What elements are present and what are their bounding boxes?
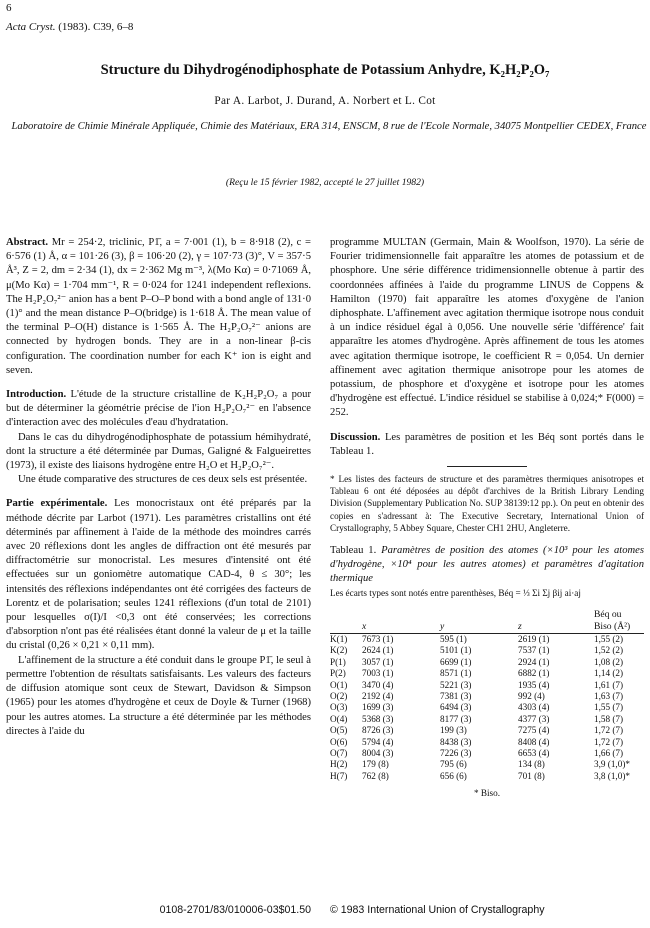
coord-y: 6699 (1) — [440, 656, 472, 667]
experimental-paragraph — [6, 497, 311, 653]
coord-x: 762 (8) — [362, 770, 389, 781]
coord-y: 5101 (1) — [440, 645, 472, 656]
table-note: Les écarts types sont notés entre parenthèses, Béq = ⅓ Σi Σj βij ai·aj — [330, 587, 581, 598]
atom-label: O(1) — [330, 679, 348, 690]
coord-z: 6653 (4) — [518, 747, 550, 758]
table-row — [330, 668, 644, 679]
thermal-param: 1,55 (7) — [594, 702, 624, 713]
table-footnote: * Biso. — [473, 788, 501, 799]
footnote: * Les listes des facteurs de structure et des paramètres thermiques anisotropes et Tableau 6 ont été déposées au dépôt d'archives de la British Library Lending Division (Supplementary Publication No. SUP 38139:12 pp.). On peut en obtenir des copies en s'adressant à: The Executive Secretary, International Union of Crystallography, 5 Abbey Square, Chester CH1 2HU, Angleterre. — [330, 474, 644, 533]
discussion-text: Les paramètres de position et les Béq sont portés dans le Tableau 1. — [330, 431, 644, 457]
table-row — [330, 657, 644, 668]
journal-name: Acta Cryst. — [6, 21, 56, 33]
discussion-paragraph — [330, 431, 644, 459]
table-label: Tableau 1. — [330, 545, 377, 557]
discussion-heading: Discussion. — [330, 431, 381, 443]
coord-z: 134 (8) — [518, 759, 545, 770]
table-row — [330, 748, 644, 759]
coord-z: 7537 (1) — [518, 645, 550, 656]
copyright-notice: © 1983 International Union of Crystallography — [330, 904, 545, 916]
coord-y: 199 (3) — [440, 725, 467, 736]
thermal-param: 1,61 (7) — [594, 679, 624, 690]
thermal-param: 1,55 (2) — [594, 633, 624, 644]
coord-x: 2624 (1) — [362, 645, 394, 656]
atom-label: P(2) — [330, 668, 346, 679]
atom-label: K(2) — [330, 645, 348, 656]
column-header-y: y — [440, 620, 445, 632]
coord-x: 2192 (4) — [362, 690, 394, 701]
atom-label: O(3) — [330, 702, 348, 713]
table-caption — [330, 544, 644, 587]
coord-y: 7381 (3) — [440, 690, 472, 701]
coord-z: 2619 (1) — [518, 633, 550, 644]
abstract-text: Mr = 254·2, triclinic, P1̄, a = 7·001 (1), b = 8·918 (2), c = 6·576 (1) Å, α = 101·26 (3), β = 106·20 (2), γ = 107·73 (3)°, V = 357·5 Å³, Z = 2, dm = 2·34 (1), dx = 2·362 Mg m⁻³, λ(Mo Kα) = 0·71069 Å, μ(Mo Kα) = 1·704 mm⁻¹, R = 0·024 for 1241 independent reflexions. The H₂P₂O₇²⁻ anion has a bent P–O–P bond with a bond angle of 131·0 (1)° and the mean distance P–O(bridge) is 1·618 Å. The mean value of the terminal P–O(H) distance is 1·565 Å. The H₂P₂O₇²⁻ anions are connected by hydrogen bonds. They are in a non-linear β-cis configuration. The coordination number for each K⁺ ion is eight and seven. — [6, 237, 311, 376]
table-row — [330, 680, 644, 691]
table-row — [330, 645, 644, 656]
journal-volume: (1983). C39, 6–8 — [58, 21, 134, 33]
table-row — [330, 737, 644, 748]
coord-z: 6882 (1) — [518, 668, 550, 679]
coord-z: 4303 (4) — [518, 702, 550, 713]
atom-label: H(7) — [330, 770, 348, 781]
coord-y: 656 (6) — [440, 770, 467, 781]
column-header-beq: Béq ou — [594, 608, 622, 620]
table-row — [330, 714, 644, 725]
table-caption-text: Paramètres de position des atomes (×10³ pour les atomes d'hydrogène, ×10⁴ pour les autres atomes) et paramètres d'agitation thermique — [330, 545, 644, 585]
coord-x: 179 (8) — [362, 759, 389, 770]
atom-label: P(1) — [330, 656, 346, 667]
introduction-text-1: L'étude de la structure cristalline de K₂H₂P₂O₇ a pour but de déterminer la géométrie précise de l'ion H₂P₂O₇²⁻ en l'absence d'interaction avec des molécules d'eau d'hydratation. — [6, 389, 311, 429]
affiliation: Laboratoire de Chimie Minérale Appliquée, Chimie des Matériaux, ERA 314, ENSCM, 8 rue de l'Ecole Normale, 34075 Montpellier CEDEX, France — [11, 121, 647, 132]
left-column — [6, 236, 311, 739]
coord-x: 3057 (1) — [362, 656, 394, 667]
coord-x: 1699 (3) — [362, 702, 394, 713]
coord-z: 8408 (4) — [518, 736, 550, 747]
table-row — [330, 759, 644, 770]
received-dates: (Reçu le 15 février 1982, accepté le 27 juillet 1982) — [225, 177, 425, 188]
introduction-text-2: Dans le cas du dihydrogénodiphosphate de potassium hémihydraté, dont la structure a été déterminée par Dumas, Galigné & Falgueirettes (1973), il existe des liaisons hydrogène entre H₂O et H₂P₂O₇²⁻. — [6, 431, 311, 472]
paper-title: Structure du Dihydrogénodiphosphate de Potassium Anhydre, K₂H₂P₂O₇ — [100, 62, 550, 78]
abstract-heading: Abstract. — [6, 237, 49, 248]
atom-label: K(1) — [330, 633, 348, 644]
introduction-heading: Introduction. — [6, 389, 67, 401]
issn-code: 0108-2701/83/010006-03$01.50 — [159, 904, 311, 916]
thermal-param: 1,63 (7) — [594, 690, 624, 701]
table-row — [330, 725, 644, 736]
atom-label: H(2) — [330, 759, 348, 770]
coord-y: 5221 (3) — [440, 679, 472, 690]
coord-x: 5368 (3) — [362, 713, 394, 724]
coord-y: 8438 (3) — [440, 736, 472, 747]
coord-z: 4377 (3) — [518, 713, 550, 724]
thermal-param: 3,8 (1,0)* — [594, 770, 630, 781]
thermal-param: 1,66 (7) — [594, 747, 624, 758]
author-list: Par A. Larbot, J. Durand, A. Norbert et L. Cot — [214, 95, 436, 107]
footnote-divider — [447, 466, 527, 467]
coord-x: 8004 (3) — [362, 747, 394, 758]
column-header-z: z — [518, 620, 522, 632]
atom-label: O(7) — [330, 747, 348, 758]
thermal-param: 1,14 (2) — [594, 668, 624, 679]
atom-label: O(4) — [330, 713, 348, 724]
introduction-paragraph — [6, 388, 311, 431]
coord-x: 8726 (3) — [362, 725, 394, 736]
thermal-param: 1,52 (2) — [594, 645, 624, 656]
coord-y: 8177 (3) — [440, 713, 472, 724]
thermal-param: 1,72 (7) — [594, 725, 624, 736]
column-header-x: x — [362, 620, 367, 632]
coord-x: 7003 (1) — [362, 668, 394, 679]
thermal-param: 1,08 (2) — [594, 656, 624, 667]
coord-x: 3470 (4) — [362, 679, 394, 690]
atom-label: O(5) — [330, 725, 348, 736]
coord-y: 795 (6) — [440, 759, 467, 770]
thermal-param: 3,9 (1,0)* — [594, 759, 630, 770]
introduction-text-3: Une étude comparative des structures de ces deux sels est présentée. — [18, 474, 308, 486]
thermal-param: 1,58 (7) — [594, 713, 624, 724]
experimental-heading: Partie expérimentale. — [6, 498, 108, 510]
coord-x: 7673 (1) — [362, 633, 394, 644]
experimental-text-2: L'affinement de la structure a été conduit dans le groupe P1̄, le seul à permettre l'obtention de résultats satisfaisants. Les valeurs des facteurs de diffusion atomique sont ceux de Stewart, Davidson & Simpson (1965) pour les atomes d'hydrogène et ceux de Doyle & Turner (1968) pour les autres atomes. La structure a été déterminée par les méthodes directes à l'aide du — [6, 654, 311, 737]
table-row — [330, 633, 644, 645]
experimental-text-1: Les monocristaux ont été préparés par la méthode décrite par Larbot (1971). Les paramètres cristallins ont été déterminés par affinement à l'aide de la méthode des moindres carrés avec 20 réflexions dont les angles de diffraction ont été mesurés par diffractométrie sur monocristal. Les mesures d'intensité ont été effectuées sur un goniomètre automatique CAD-4, θ ≤ 30°; les intensités des réflexions indépendantes ont été corrigées des facteurs de Lorentz et de polarisation; seules 1241 réflexions (d'un total de 2101) pour lesquelles σ(I)/I <0,3 ont été conservées; les corrections d'absorption n'ont pas été réalisées étant donné la valeur de μ et la taille du cristal (0,26 × 0,21 × 0,11 mm). — [6, 498, 311, 652]
table-row — [330, 702, 644, 713]
atom-parameters-table — [330, 609, 644, 782]
coord-y: 595 (1) — [440, 633, 467, 644]
abstract-paragraph — [6, 236, 311, 378]
experimental-text-3: programme MULTAN (Germain, Main & Woolfson, 1970). La série de Fourier tridimensionnelle fait apparaître les atomes de potassium et de phosphore. Une série différence tridimensionnelle obtenue à partir des coordonnées affinées à l'aide du programme LINUS de Coppens & Hamilton (1970) fait apparaître les atomes d'oxygène de l'anion diphosphate. L'affinement avec agitation thermique isotrope nous conduit à un indice résiduel égal à 0,056. Une nouvelle série 'différence' fait apparaître les atomes d'hydrogène. Après affinement de tous les atomes avec agitation thermique isotrope, le coefficient R = 0,054. Un dernier affinement avec agitation thermique anisotrope pour les atomes de potassium, de phosphore et d'oxygène et isotrope pour les atomes d'hydrogène est effectué. L'indice résiduel se stabilise à 0,024;* F(000) = 252. — [330, 237, 644, 419]
coord-x: 5794 (4) — [362, 736, 394, 747]
right-column — [330, 236, 644, 800]
coord-y: 8571 (1) — [440, 668, 472, 679]
table-row — [330, 771, 644, 782]
coord-y: 7226 (3) — [440, 747, 472, 758]
coord-z: 992 (4) — [518, 690, 545, 701]
coord-z: 2924 (1) — [518, 656, 550, 667]
journal-citation — [6, 21, 133, 33]
thermal-param: 1,72 (7) — [594, 736, 624, 747]
column-header-biso: Biso (Å²) — [594, 620, 631, 632]
coord-z: 701 (8) — [518, 770, 545, 781]
coord-z: 7275 (4) — [518, 725, 550, 736]
coord-z: 1935 (4) — [518, 679, 550, 690]
atom-label: O(6) — [330, 736, 348, 747]
atom-label: O(2) — [330, 690, 348, 701]
coord-y: 6494 (3) — [440, 702, 472, 713]
page-number: 6 — [6, 2, 12, 14]
table-row — [330, 691, 644, 702]
